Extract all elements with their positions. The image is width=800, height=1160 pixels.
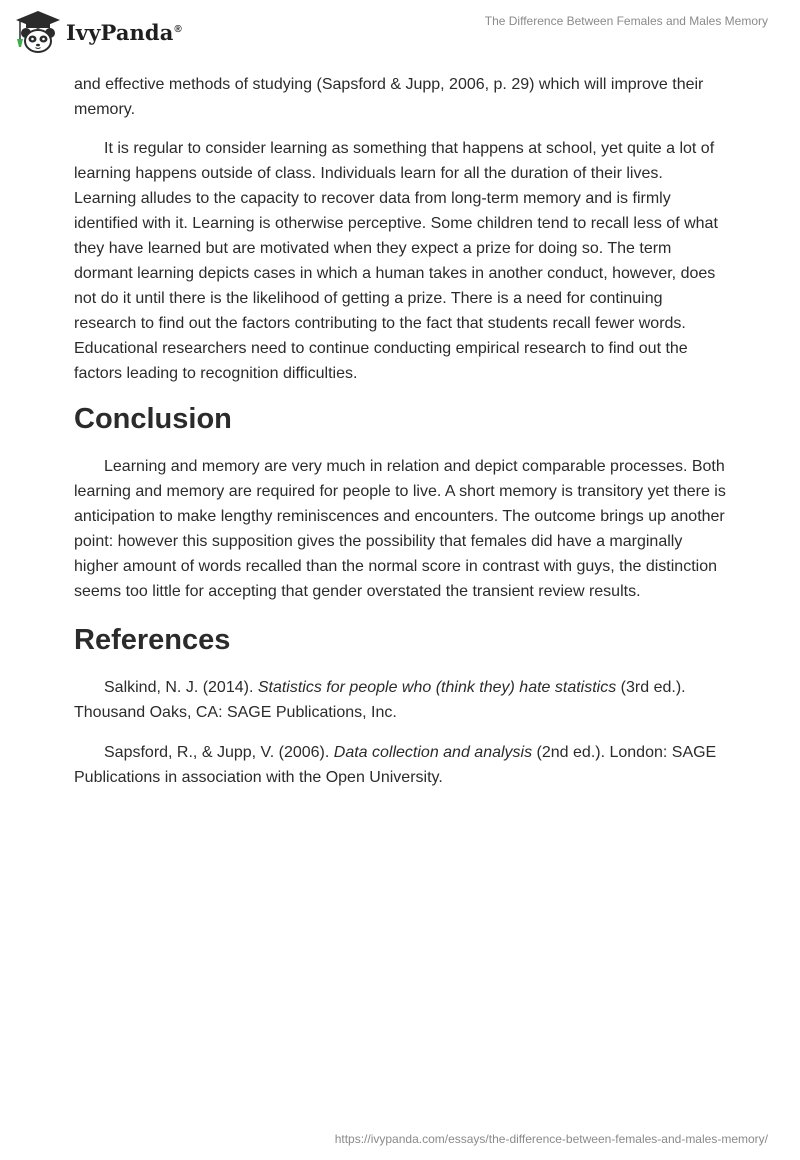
- conclusion-heading: Conclusion: [74, 403, 232, 435]
- logo-wordmark: IvyPanda®: [66, 19, 182, 45]
- body-paragraph: and effective methods of studying (Sapsford & Jupp, 2006, p. 29) which will improve their memory.: [74, 76, 704, 118]
- ivypanda-logo[interactable]: [14, 8, 182, 56]
- reference-entry: Sapsford, R., & Jupp, V. (2006). Data collection and analysis (2nd ed.). London: SAGE Publications in association with the Open University.: [74, 744, 717, 786]
- panda-graduate-icon: [14, 9, 62, 55]
- source-url[interactable]: https://ivypanda.com/essays/the-difference-between-females-and-males-memory/: [334, 1132, 768, 1146]
- body-paragraph: It is regular to consider learning as something that happens at school, yet quite a lot of learning happens outside of class. Individuals learn for all the duration of their lives. Learning alludes to the capacity to recover data from long-term memory and is firmly identified with it. Learning is otherwise perceptive. Some children tend to recall less of what they have learned but are motivated when they expect a prize for doing so. The term dormant learning depicts cases in which a human takes in another conduct, however, does not do it until there is the likelihood of getting a prize. There is a need for continuing research to find out the factors contributing to the fact that students recall fewer words. Educational researchers need to continue conducting empirical research to find out the factors leading to recognition difficulties.: [74, 140, 718, 382]
- document-title: The Difference Between Females and Males Memory: [484, 14, 768, 28]
- page-header: [0, 0, 800, 64]
- essay-content: [74, 72, 726, 790]
- conclusion-paragraph: Learning and memory are very much in relation and depict comparable processes. Both learning and memory are required for people to live. A short memory is transitory yet there is anticipation to make lengthy reminiscences and encounters. The outcome brings up another point: however this supposition gives the possibility that females did have a marginally higher amount of words recalled than the normal score in contrast with guys, the distinction seems too little for accepting that gender overstated the transient review results.: [74, 458, 726, 600]
- reference-entry: Salkind, N. J. (2014). Statistics for people who (think they) hate statistics (3rd ed.). Thousand Oaks, CA: SAGE Publications, Inc.: [74, 679, 686, 721]
- references-heading: References: [74, 624, 231, 656]
